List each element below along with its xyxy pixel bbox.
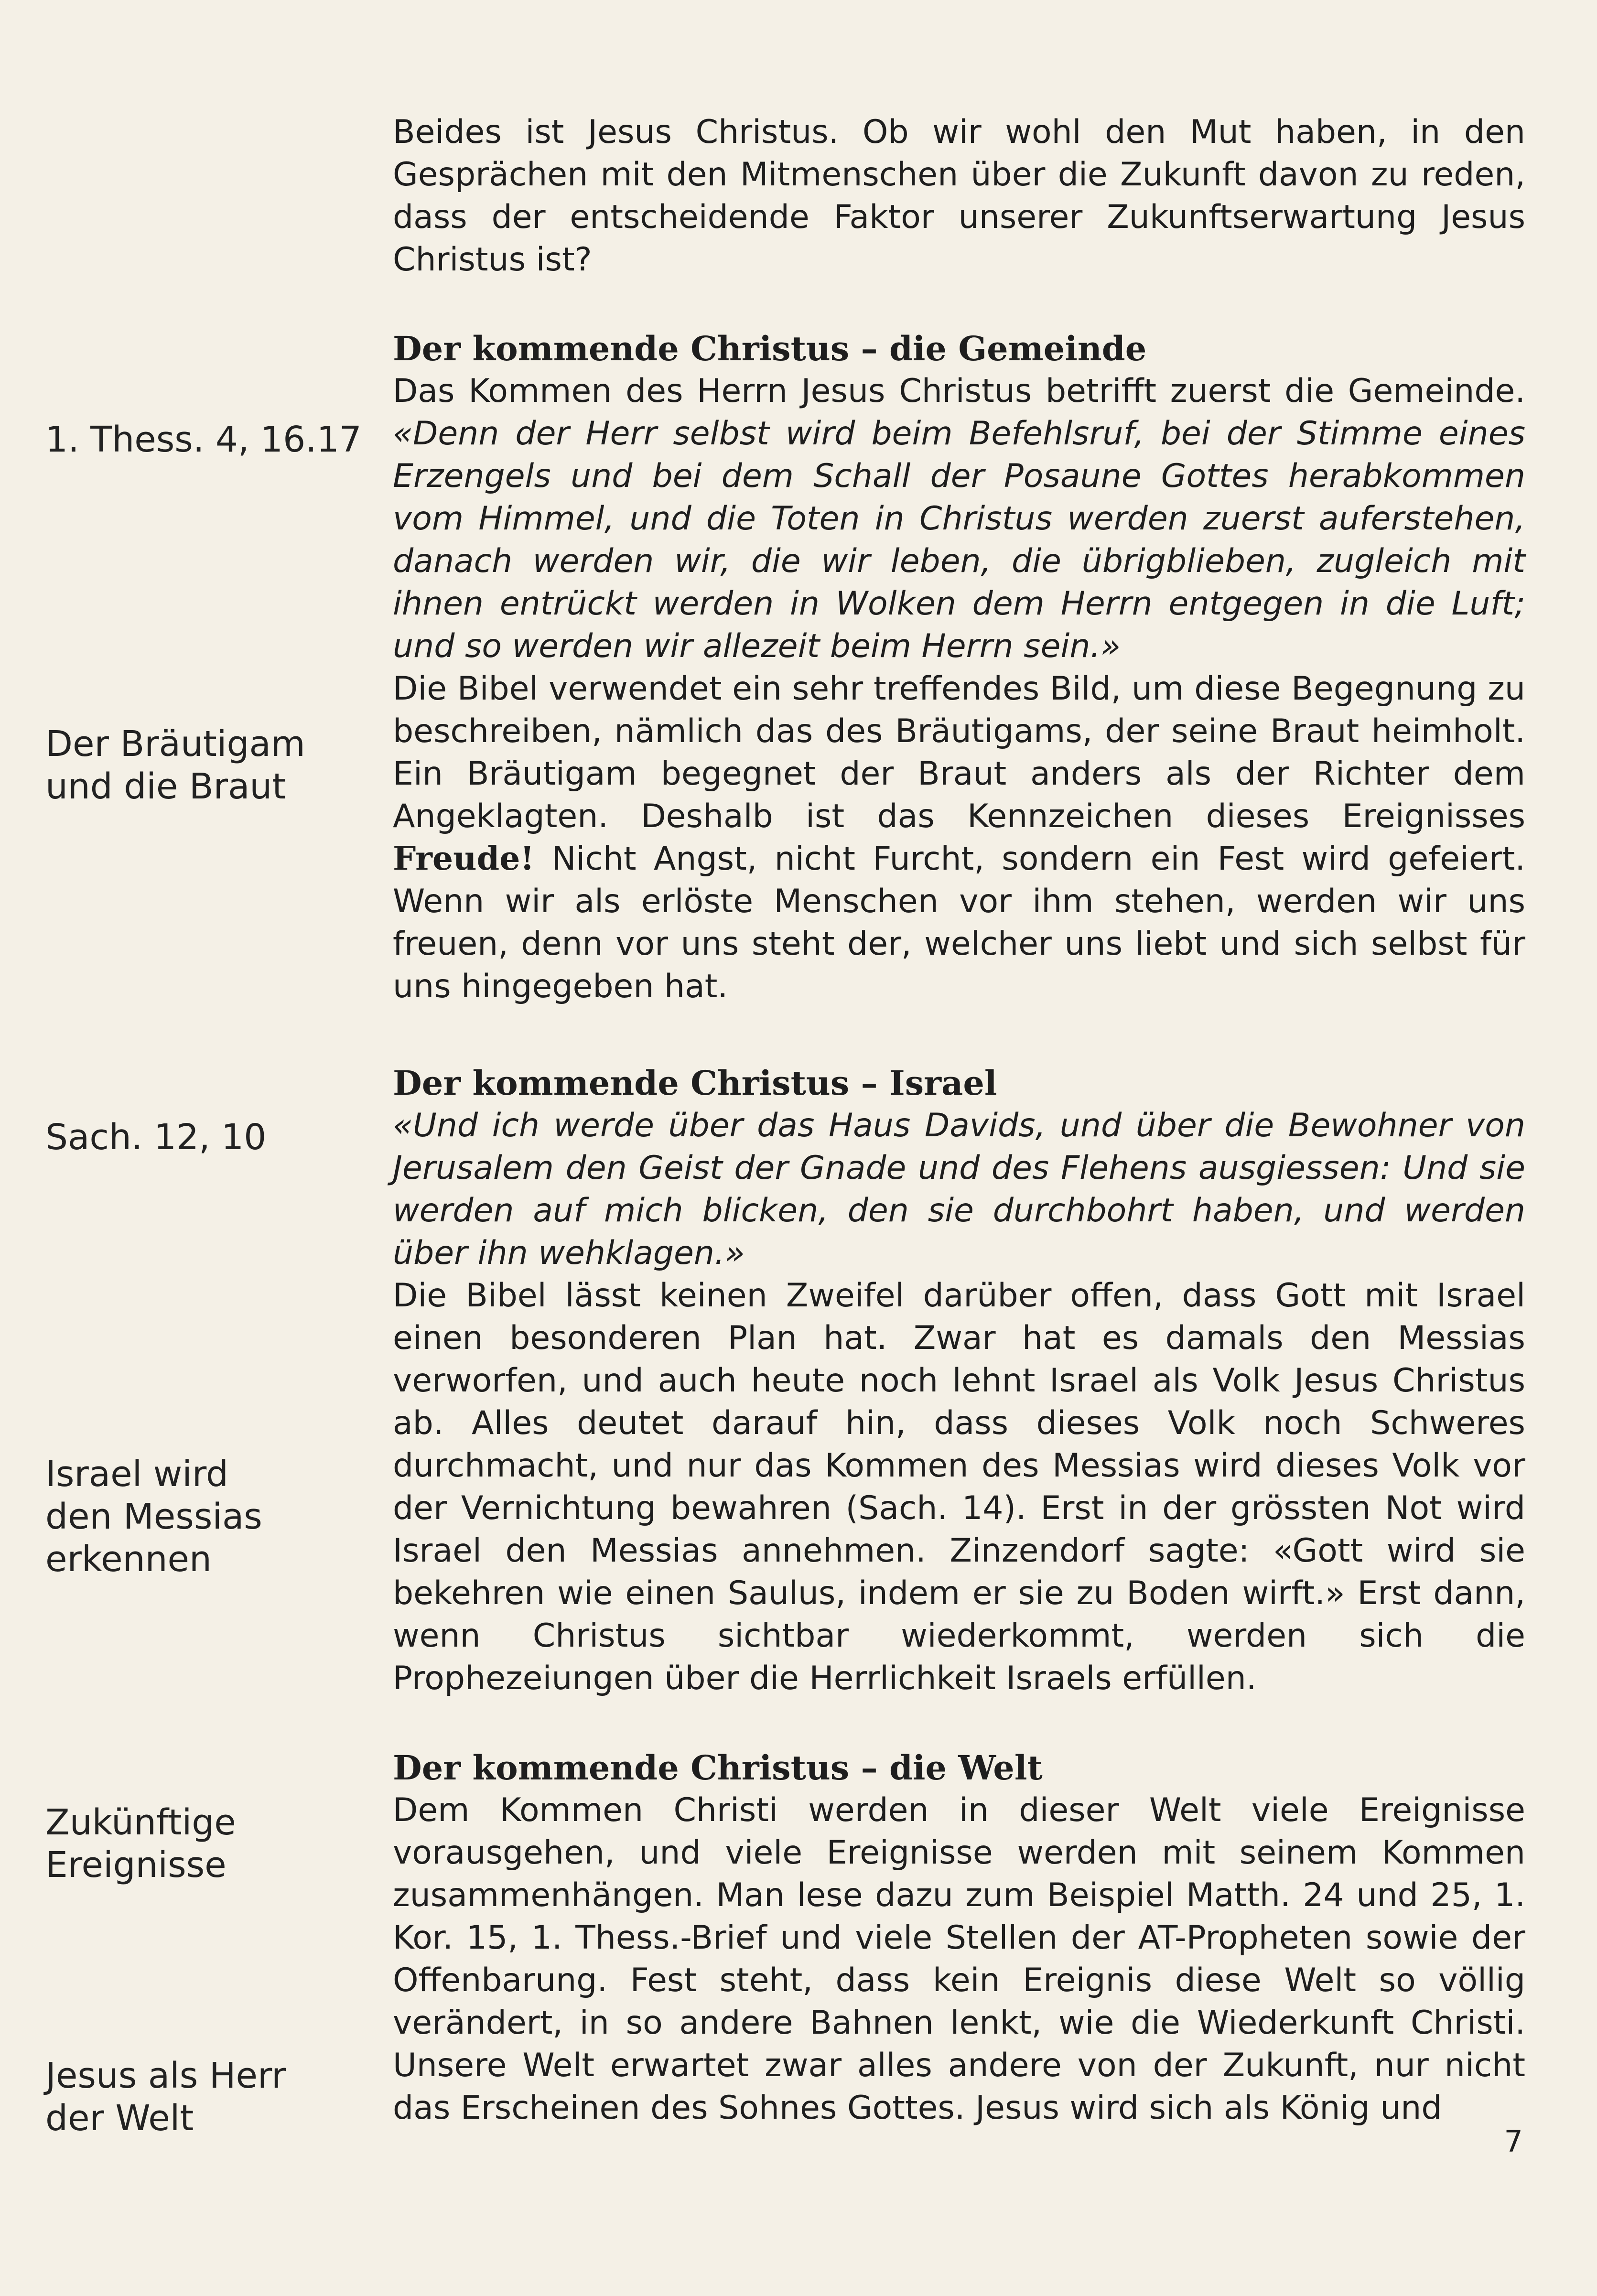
margin-note-herr-der-welt: Jesus als Herr der Welt [45,2055,286,2139]
margin-note-braeutigam: Der Bräutigam und die Braut [45,723,305,807]
margin-note-ereignisse: Zukünftige Ereignisse [45,1802,236,1886]
section-heading: Der kommende Christus – die Welt [393,1748,1043,1788]
margin-note-thess: 1. Thess. 4, 16.17 [45,419,362,460]
section-paragraph [393,370,1525,668]
section-heading: Der kommende Christus – die Gemeinde [393,329,1147,368]
body-text: Die Bibel verwendet ein sehr treffendes Bild, um diese Begegnung zu beschreiben, nämlich das des Bräutigams, der seine Braut heimholt. Ein Bräutigam begegnet der Braut anders als der Richter dem Angeklagten. Deshalb ist das Kennzeichen dieses Ereignisses [393,670,1525,835]
body-text: Nicht Angst, nicht Furcht, sondern ein Fest wird gefeiert. Wenn wir als erlöste Menschen vor ihm stehen, werden wir uns freuen, denn vor uns steht der, welcher uns liebt und sich selbst für uns hingegeben hat. [393,840,1525,1005]
section-paragraph: Dem Kommen Christi werden in dieser Welt viele Ereignisse vorausgehen, und viele Ereignisse werden mit seinem Kommen zusammenhängen. Man lese dazu zum Beispiel Matth. 24 und 25, 1. Kor. 15, 1. Thess.-Brief und viele Stellen der AT-Propheten sowie der Offenbarung. Fest steht, dass kein Ereignis diese Welt so völlig verändert, in so andere Bahnen lenkt, wie die Wiederkunft Christi. Unsere Welt erwartet zwar alles andere von der Zukunft, nur nicht das Erscheinen des Sohnes Gottes. Jesus wird sich als König und [393,1791,1525,2127]
section-paragraph: Die Bibel lässt keinen Zweifel darüber offen, dass Gott mit Israel einen besonderen Plan hat. Zwar hat es damals den Messias verworfen, und auch heute noch lehnt Israel als Volk Jesus Christus ab. Alles deutet darauf hin, dass dieses Volk noch Schweres durchmacht, und nur das Kommen des Messias wird dieses Volk vor der Vernichtung bewahren (Sach. 14). Erst in der grössten Not wird Israel den Messias annehmen. Zinzendorf sagte: «Gott wird sie bekehren wie einen Saulus, indem er sie zu Boden wirft.» Erst dann, wenn Christus sichtbar wiederkommt, werden sich die Prophezeiungen über die Herrlichkeit Israels erfüllen. [393,1277,1525,1697]
section-paragraph [393,668,1525,1008]
intro-block [393,111,1525,281]
intro-paragraph: Beides ist Jesus Christus. Ob wir wohl den Mut haben, in den Gesprächen mit den Mitmenschen über die Zukunft davon zu reden, dass der entscheidende Faktor unserer Zukunftserwartung Jesus Christus ist? [393,113,1525,279]
section-israel [393,1062,1525,1700]
emphasis-text: Freude! [393,840,535,878]
margin-note-israel: Israel wird den Messias erkennen [45,1454,262,1580]
bible-quote: «Und ich werde über das Haus Davids, und über die Bewohner von Jerusalem den Geist der Gnade und des Flehens ausgiessen: Und sie werden auf mich blicken, den sie durchbohrt haben, und werden über ihn wehklagen.» [393,1107,1525,1272]
margin-note-sach: Sach. 12, 10 [45,1117,267,1158]
bible-quote: «Denn der Herr selbst wird beim Befehlsruf, bei der Stimme eines Erzengels und bei dem Schall der Posaune Gottes herabkommen vom Himmel, und die Toten in Christus werden zuerst auferstehen, danach werden wir, die wir leben, die übrigblieben, zugleich mit ihnen entrückt werden in Wolken dem Herrn entgegen in die Luft; und so werden wir allezeit beim Herrn sein.» [393,415,1525,665]
section-gemeinde [393,327,1525,1008]
lead-text: Das Kommen des Herrn Jesus Christus betrifft zuerst die Gemeinde. [393,372,1525,410]
page-number: 7 [1504,2124,1523,2159]
section-heading: Der kommende Christus – Israel [393,1063,997,1103]
section-welt [393,1746,1525,2129]
